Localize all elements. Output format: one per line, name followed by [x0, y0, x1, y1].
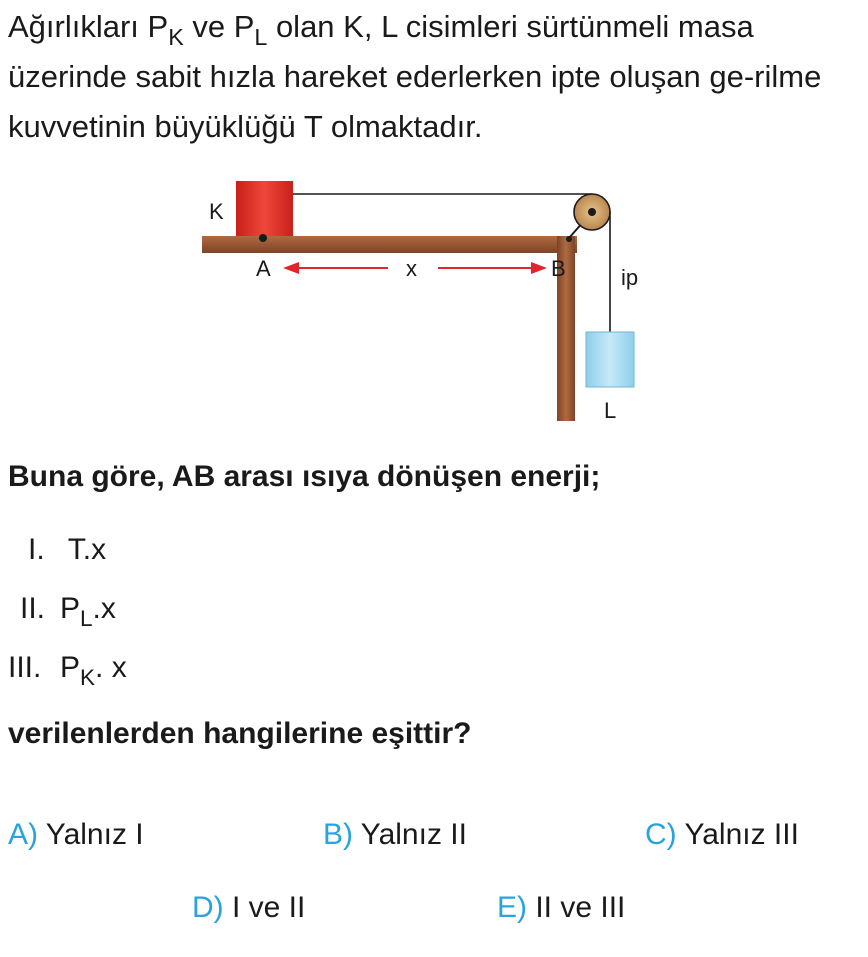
block-k: [236, 181, 293, 236]
question-intro: Ağırlıkları $P_K$ ve $P_L$ olan K, L cisimleri sürtünmeli masa üzerinde sabit hızla hareket ederlerken ipte oluşan ge-rilme kuvvetinin büyüklüğü T olmaktadır.: [8, 9, 822, 144]
answer-e[interactable]: E) II ve III: [497, 891, 626, 924]
physics-figure: [195, 170, 645, 430]
block-l: [586, 332, 634, 387]
label-l: L: [604, 398, 617, 423]
label-a: A: [256, 256, 271, 281]
answer-d[interactable]: D) I ve II: [192, 891, 306, 924]
option-iii: III. $P_K$. x: [8, 651, 127, 690]
answer-b[interactable]: B) Yalnız II: [323, 818, 467, 851]
label-x: x: [406, 256, 417, 281]
arrowhead-right: [531, 262, 547, 274]
label-b: B: [551, 256, 566, 281]
table-top: [202, 236, 577, 253]
label-ip: ip: [621, 265, 639, 290]
answer-a[interactable]: A) Yalnız I: [8, 818, 144, 851]
point-b-dot: [566, 236, 572, 242]
option-i: I. T.x: [28, 533, 107, 566]
arrowhead-left: [283, 262, 299, 274]
pulley-axle: [588, 208, 596, 216]
question-closing: verilenlerden hangilerine eşittir?: [8, 717, 472, 750]
point-a-dot: [259, 234, 267, 242]
option-ii: II. $P_L.x$: [20, 592, 116, 631]
question-stem: Buna göre, AB arası ısıya dönüşen enerji;: [8, 460, 601, 493]
label-k: K: [209, 199, 224, 224]
answer-c[interactable]: C) Yalnız III: [645, 818, 799, 851]
